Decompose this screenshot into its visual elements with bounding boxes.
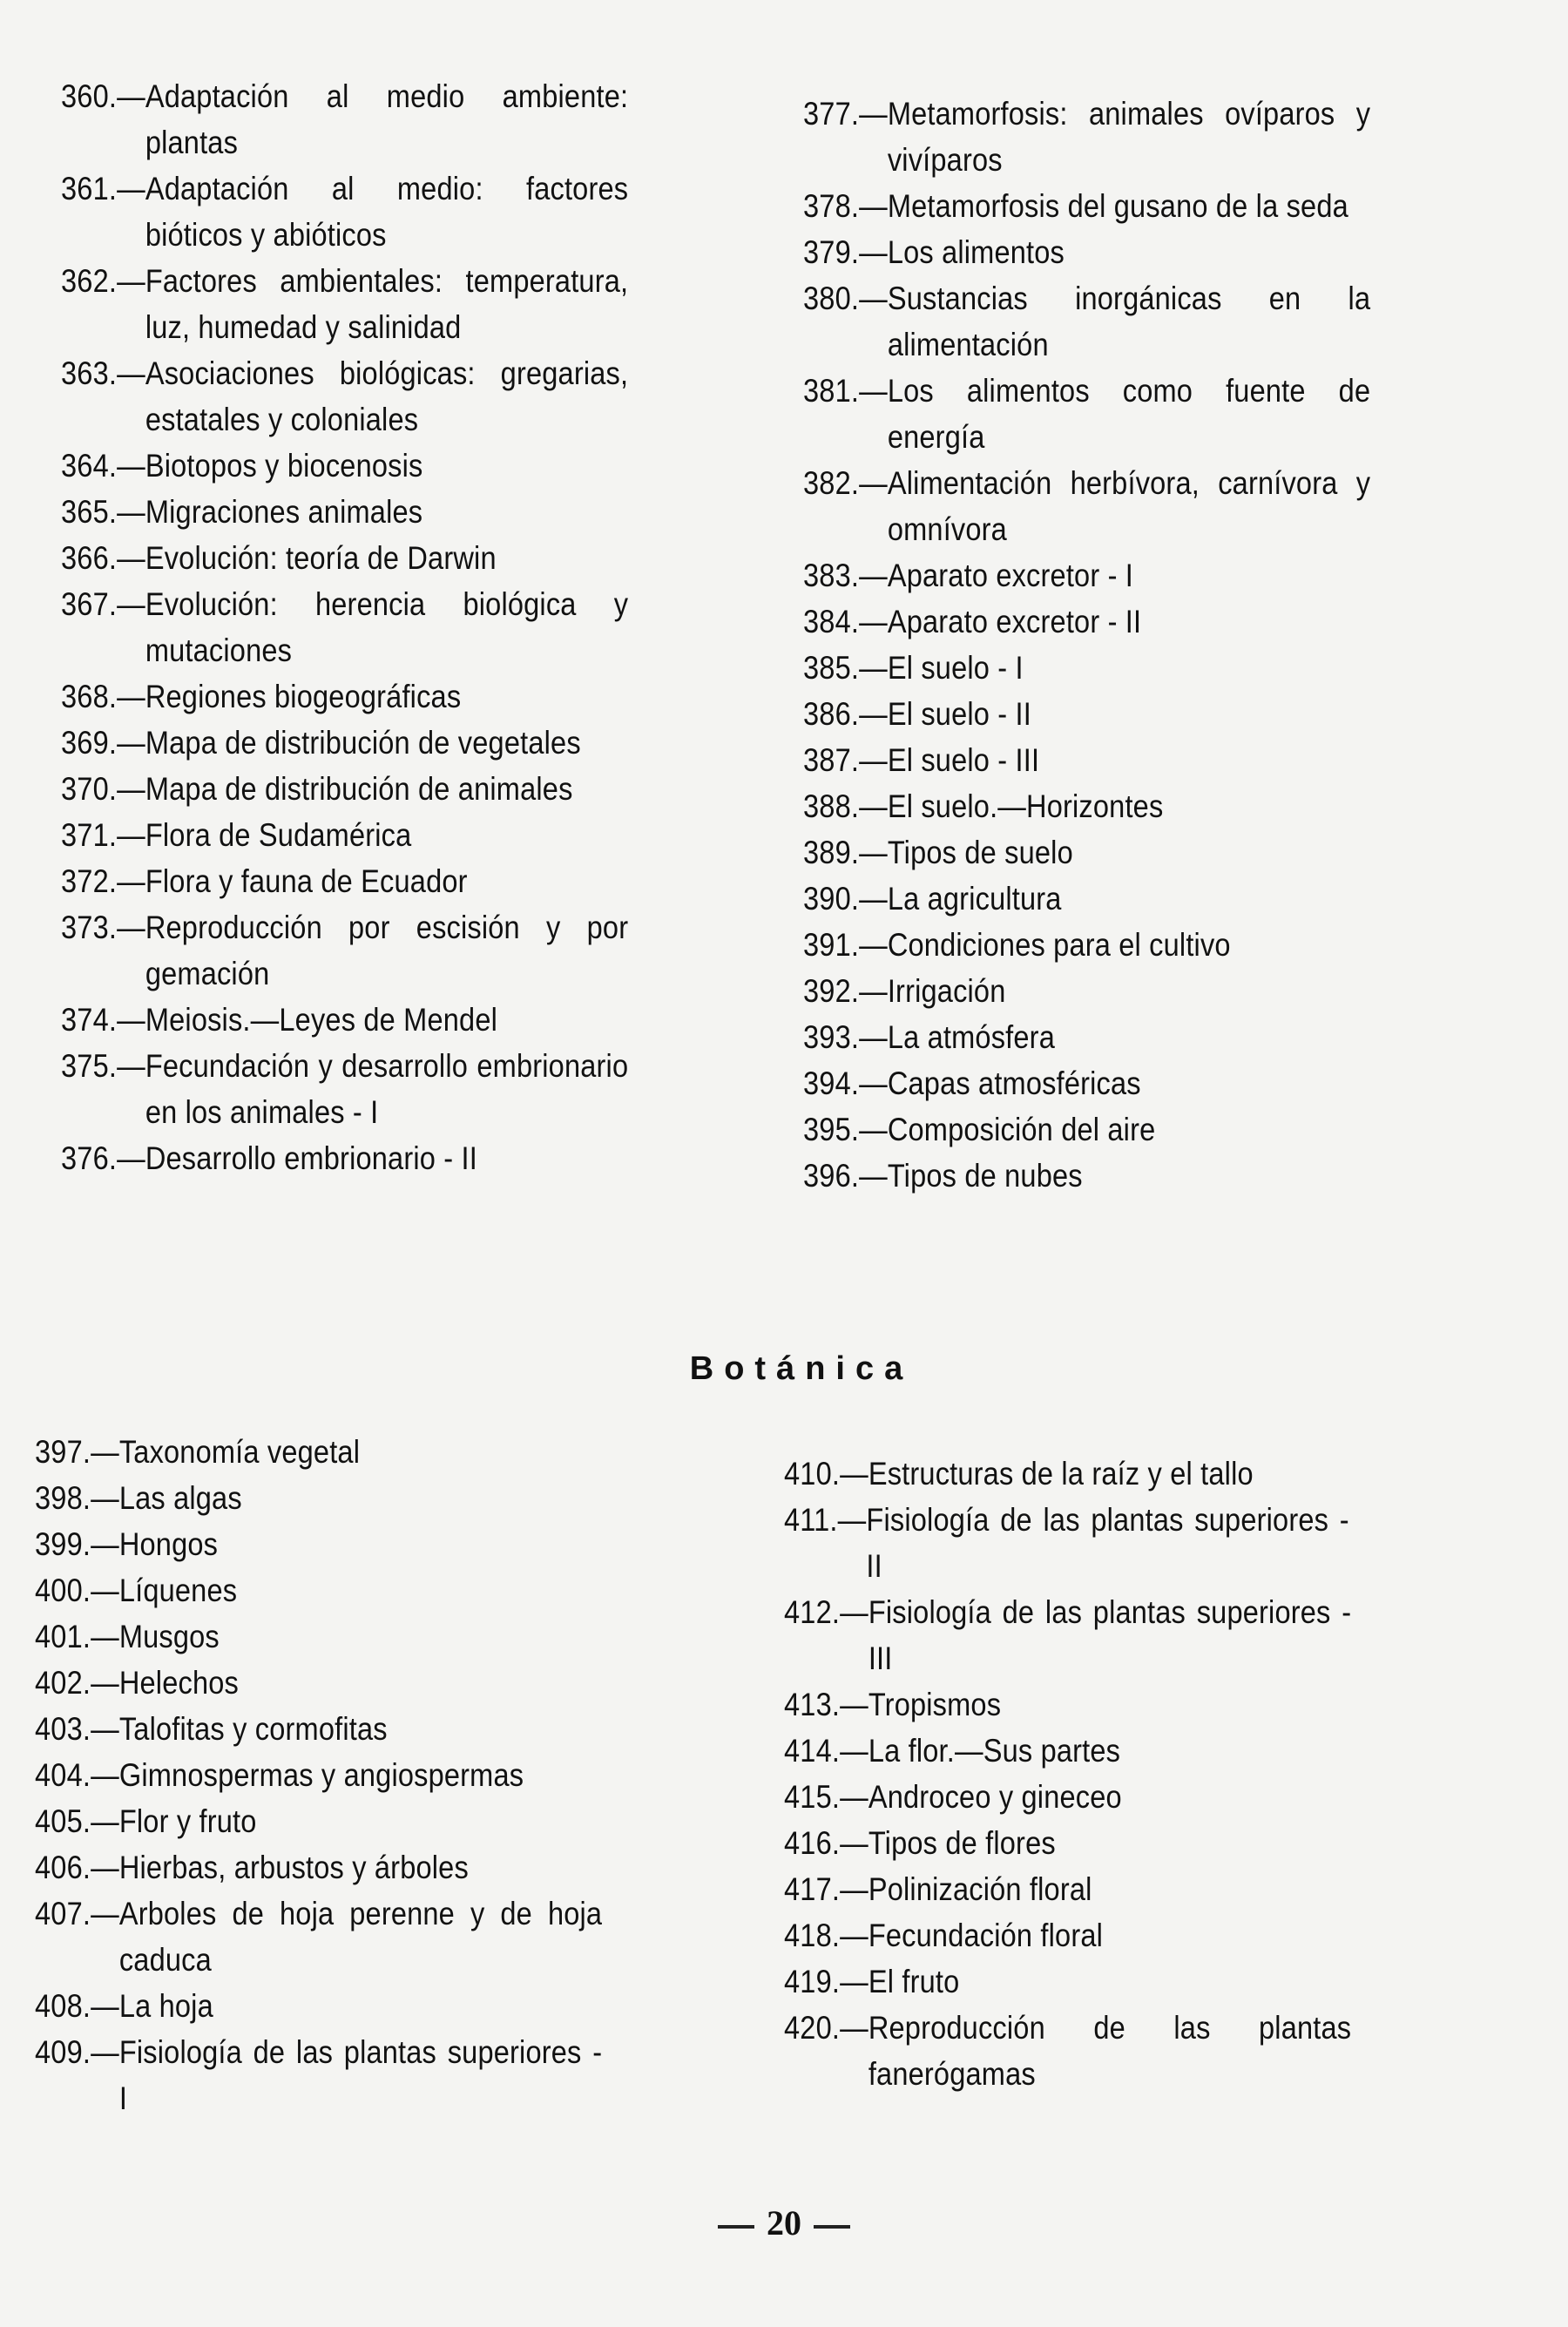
- entry-text: El fruto: [868, 1964, 960, 1999]
- entry-number: 362.: [61, 263, 118, 299]
- list-item: [61, 443, 751, 489]
- entry-text: Fisiología de las plantas superiores - III: [868, 1594, 1352, 1676]
- entry-dash: —: [859, 96, 888, 132]
- entry-dash: —: [859, 1158, 888, 1194]
- entry-text: Fecundación floral: [868, 1918, 1104, 1953]
- entry-number: 412.: [784, 1594, 841, 1630]
- entry-dash: —: [117, 725, 145, 761]
- list-item: [784, 1681, 1474, 1728]
- list-item: [803, 1014, 1493, 1060]
- list-item: [803, 1153, 1493, 1199]
- list-item: [803, 552, 1493, 599]
- entry-text: Alimentación herbívora, carnívora y omnívora: [887, 465, 1371, 547]
- entry-dash: —: [840, 2010, 868, 2046]
- entry-text: Los alimentos: [887, 234, 1065, 270]
- entry-text: Desarrollo embrionario - II: [145, 1140, 477, 1176]
- list-item: [61, 858, 751, 904]
- entry-number: 382.: [803, 465, 860, 501]
- entry-dash: —: [91, 1526, 119, 1562]
- list-item: [803, 599, 1493, 645]
- entry-list-right-top: [803, 91, 1500, 1199]
- entry-dash: —: [840, 1918, 868, 1953]
- entry-dash: —: [117, 494, 145, 530]
- entry-dash: —: [117, 817, 145, 853]
- entry-number: 420.: [784, 2010, 841, 2046]
- list-item: [784, 1958, 1474, 2005]
- page-number: [0, 2202, 1568, 2243]
- entry-text: Reproducción de las plantas fanerógamas: [868, 2010, 1352, 2092]
- entry-number: 419.: [784, 1964, 841, 1999]
- list-item: [784, 2005, 1474, 2097]
- entry-text: El suelo - II: [887, 696, 1031, 732]
- entry-text: La hoja: [118, 1988, 213, 2024]
- entry-dash: —: [859, 281, 888, 316]
- entry-text: Irrigación: [887, 973, 1006, 1009]
- entry-dash: —: [117, 679, 145, 714]
- entry-number: 367.: [61, 586, 118, 622]
- list-item: [784, 1820, 1474, 1866]
- entry-number: 411.: [784, 1502, 838, 1538]
- entry-number: 388.: [803, 788, 860, 824]
- entry-text: La flor.—Sus partes: [868, 1733, 1121, 1769]
- entry-text: Tipos de nubes: [887, 1158, 1083, 1194]
- entry-dash: —: [91, 1711, 119, 1747]
- list-item: [35, 1844, 725, 1891]
- entry-dash: —: [91, 1896, 119, 1931]
- entry-text: El suelo.—Horizontes: [887, 788, 1164, 824]
- entry-number: 398.: [35, 1480, 91, 1516]
- entry-text: Líquenes: [118, 1573, 238, 1608]
- entry-text: Capas atmosféricas: [887, 1065, 1141, 1101]
- entry-text: Tipos de flores: [868, 1825, 1056, 1861]
- list-item: [61, 489, 751, 535]
- entry-number: 395.: [803, 1112, 860, 1147]
- list-item: [803, 968, 1493, 1014]
- entry-number: 390.: [803, 881, 860, 917]
- entry-dash: —: [117, 355, 145, 391]
- entry-dash: —: [91, 1803, 119, 1839]
- entry-number: 372.: [61, 863, 118, 899]
- list-item: [35, 1798, 725, 1844]
- entry-number: 374.: [61, 1002, 118, 1038]
- entry-dash: —: [859, 927, 888, 963]
- entry-dash: —: [859, 742, 888, 778]
- entry-text: Metamorfosis del gusano de la seda: [887, 188, 1348, 224]
- entry-text: Evolución: herencia biológica y mutaciones: [145, 586, 629, 668]
- entry-dash: —: [91, 1850, 119, 1885]
- list-item: [61, 1135, 751, 1181]
- entry-text: Adaptación al medio: factores bióticos y abióticos: [145, 171, 629, 253]
- entry-dash: —: [91, 1434, 119, 1470]
- list-item: [35, 1475, 725, 1521]
- entry-number: 385.: [803, 650, 860, 686]
- entry-dash: —: [840, 1456, 868, 1492]
- entry-dash: —: [117, 78, 145, 114]
- entry-dash: —: [91, 1480, 119, 1516]
- entry-dash: —: [840, 1964, 868, 1999]
- entry-number: 384.: [803, 604, 860, 639]
- entry-number: 406.: [35, 1850, 91, 1885]
- entry-number: 365.: [61, 494, 118, 530]
- entry-text: Hongos: [118, 1526, 219, 1562]
- list-item: [61, 258, 751, 350]
- entry-dash: —: [859, 881, 888, 917]
- entry-number: 396.: [803, 1158, 860, 1194]
- list-item: [35, 1891, 725, 1983]
- entry-text: Polinización floral: [868, 1871, 1092, 1907]
- entry-dash: —: [117, 771, 145, 807]
- entry-text: Factores ambientales: temperatura, luz, humedad y salinidad: [145, 263, 629, 345]
- list-item: [61, 166, 751, 258]
- entry-dash: —: [117, 1002, 145, 1038]
- entry-number: 393.: [803, 1019, 860, 1055]
- entry-dash: —: [91, 1573, 119, 1608]
- entry-number: 375.: [61, 1048, 118, 1084]
- entry-text: Flora de Sudamérica: [145, 817, 412, 853]
- entry-text: El suelo - I: [887, 650, 1024, 686]
- entry-dash: —: [117, 910, 145, 945]
- page-number-value: 20: [767, 2203, 801, 2242]
- entry-text: Aparato excretor - I: [887, 558, 1134, 593]
- list-item: [35, 1567, 725, 1613]
- entry-text: Tipos de suelo: [887, 835, 1073, 870]
- entry-list-left-top: [61, 73, 758, 1181]
- page-number-rule-left: [718, 2225, 754, 2229]
- entry-text: Flor y fruto: [118, 1803, 257, 1839]
- entry-text: Fecundación y desarrollo embrionario en los animales - I: [145, 1048, 629, 1130]
- entry-number: 389.: [803, 835, 860, 870]
- list-item: [61, 350, 751, 443]
- list-item: [61, 720, 751, 766]
- entry-number: 381.: [803, 373, 860, 409]
- entry-text: Sustancias inorgánicas en la alimentación: [887, 281, 1371, 362]
- entry-dash: —: [91, 2034, 119, 2070]
- list-item: [784, 1912, 1474, 1958]
- entry-dash: —: [91, 1988, 119, 2024]
- entry-number: 407.: [35, 1896, 91, 1931]
- entry-dash: —: [840, 1825, 868, 1861]
- entry-dash: —: [117, 540, 145, 576]
- list-item: [61, 73, 751, 166]
- entry-dash: —: [859, 188, 888, 224]
- entry-number: 418.: [784, 1918, 841, 1953]
- entry-text: Talofitas y cormofitas: [118, 1711, 388, 1747]
- entry-number: 386.: [803, 696, 860, 732]
- entry-number: 413.: [784, 1687, 841, 1722]
- list-item: [784, 1451, 1474, 1497]
- entry-text: Mapa de distribución de vegetales: [145, 725, 581, 761]
- entry-number: 392.: [803, 973, 860, 1009]
- list-item: [61, 766, 751, 812]
- entry-text: Aparato excretor - II: [887, 604, 1142, 639]
- list-item: [61, 1043, 751, 1135]
- entry-number: 403.: [35, 1711, 91, 1747]
- entry-text: Meiosis.—Leyes de Mendel: [145, 1002, 498, 1038]
- entry-number: 391.: [803, 927, 860, 963]
- entry-text: Los alimentos como fuente de energía: [887, 373, 1371, 455]
- list-item: [803, 368, 1493, 460]
- entry-text: La agricultura: [887, 881, 1062, 917]
- list-item: [35, 1983, 725, 2029]
- list-item: [803, 1106, 1493, 1153]
- list-item: [803, 737, 1493, 783]
- list-item: [803, 275, 1493, 368]
- entry-text: Reproducción por escisión y por gemación: [145, 910, 629, 991]
- entry-dash: —: [859, 835, 888, 870]
- entry-dash: —: [859, 650, 888, 686]
- entry-number: 383.: [803, 558, 860, 593]
- list-item: [61, 997, 751, 1043]
- entry-text: Metamorfosis: animales ovíparos y vivíparos: [887, 96, 1371, 178]
- entry-number: 402.: [35, 1665, 91, 1701]
- entry-dash: —: [117, 448, 145, 484]
- page-number-rule-right: [814, 2225, 850, 2229]
- list-item: [784, 1589, 1474, 1681]
- section-title-botanica: Botánica: [689, 1350, 914, 1387]
- entry-text: Composición del aire: [887, 1112, 1156, 1147]
- entry-number: 416.: [784, 1825, 841, 1861]
- entry-text: Tropismos: [868, 1687, 1002, 1722]
- list-item: [35, 1521, 725, 1567]
- entry-dash: —: [859, 465, 888, 501]
- entry-dash: —: [859, 788, 888, 824]
- entry-text: Hierbas, arbustos y árboles: [118, 1850, 469, 1885]
- list-item: [784, 1774, 1474, 1820]
- entry-number: 401.: [35, 1619, 91, 1654]
- list-item: [784, 1497, 1474, 1589]
- entry-number: 370.: [61, 771, 118, 807]
- entry-text: Mapa de distribución de animales: [145, 771, 573, 807]
- entry-dash: —: [117, 586, 145, 622]
- list-item: [61, 904, 751, 997]
- entry-number: 378.: [803, 188, 860, 224]
- entry-dash: —: [840, 1594, 868, 1630]
- entry-number: 379.: [803, 234, 860, 270]
- entry-text: Adaptación al medio ambiente: plantas: [145, 78, 629, 160]
- entry-dash: —: [859, 1065, 888, 1101]
- entry-text: La atmósfera: [887, 1019, 1055, 1055]
- entry-number: 373.: [61, 910, 118, 945]
- entry-number: 368.: [61, 679, 118, 714]
- entry-text: Arboles de hoja perenne y de hoja caduca: [118, 1896, 603, 1978]
- entry-dash: —: [859, 696, 888, 732]
- entry-number: 414.: [784, 1733, 841, 1769]
- entry-number: 397.: [35, 1434, 91, 1470]
- entry-dash: —: [859, 1019, 888, 1055]
- entry-dash: —: [117, 1048, 145, 1084]
- entry-dash: —: [117, 1140, 145, 1176]
- entry-number: 400.: [35, 1573, 91, 1608]
- list-item: [35, 1706, 725, 1752]
- entry-number: 394.: [803, 1065, 860, 1101]
- entry-text: Asociaciones biológicas: gregarias, estatales y coloniales: [145, 355, 629, 437]
- entry-text: Fisiología de las plantas superiores - I: [118, 2034, 603, 2116]
- list-item: [803, 783, 1493, 829]
- entry-number: 408.: [35, 1988, 91, 2024]
- entry-text: Fisiología de las plantas superiores - II: [866, 1502, 1349, 1584]
- list-item: [35, 1429, 725, 1475]
- entry-number: 380.: [803, 281, 860, 316]
- entry-dash: —: [859, 373, 888, 409]
- entry-number: 376.: [61, 1140, 118, 1176]
- entry-dash: —: [837, 1502, 867, 1538]
- entry-text: Migraciones animales: [145, 494, 423, 530]
- entry-number: 387.: [803, 742, 860, 778]
- entry-number: 360.: [61, 78, 118, 114]
- entry-text: Estructuras de la raíz y el tallo: [868, 1456, 1254, 1492]
- entry-list-right-botanica: [784, 1451, 1481, 2097]
- list-item: [61, 535, 751, 581]
- entry-dash: —: [859, 234, 888, 270]
- entry-text: Evolución: teoría de Darwin: [145, 540, 497, 576]
- entry-text: Biotopos y biocenosis: [145, 448, 423, 484]
- list-item: [803, 829, 1493, 876]
- entry-number: 409.: [35, 2034, 91, 2070]
- entry-dash: —: [117, 863, 145, 899]
- entry-text: Musgos: [118, 1619, 220, 1654]
- entry-list-left-botanica: [35, 1429, 732, 2121]
- entry-text: El suelo - III: [887, 742, 1040, 778]
- list-item: [803, 229, 1493, 275]
- list-item: [803, 91, 1493, 183]
- entry-number: 417.: [784, 1871, 841, 1907]
- entry-text: Flora y fauna de Ecuador: [145, 863, 468, 899]
- entry-text: Androceo y gineceo: [868, 1779, 1122, 1815]
- entry-dash: —: [117, 171, 145, 206]
- entry-dash: —: [840, 1871, 868, 1907]
- entry-text: Las algas: [118, 1480, 242, 1516]
- entry-text: Helechos: [118, 1665, 239, 1701]
- entry-number: 364.: [61, 448, 118, 484]
- list-item: [803, 460, 1493, 552]
- list-item: [784, 1866, 1474, 1912]
- entry-dash: —: [840, 1779, 868, 1815]
- entry-number: 363.: [61, 355, 118, 391]
- entry-number: 361.: [61, 171, 118, 206]
- list-item: [35, 2029, 725, 2121]
- entry-text: Regiones biogeográficas: [145, 679, 462, 714]
- list-item: [35, 1660, 725, 1706]
- entry-dash: —: [859, 1112, 888, 1147]
- entry-number: 410.: [784, 1456, 841, 1492]
- list-item: [803, 691, 1493, 737]
- list-item: [784, 1728, 1474, 1774]
- entry-dash: —: [91, 1757, 119, 1793]
- entry-dash: —: [91, 1665, 119, 1701]
- entry-number: 399.: [35, 1526, 91, 1562]
- entry-dash: —: [117, 263, 145, 299]
- list-item: [803, 645, 1493, 691]
- list-item: [803, 183, 1493, 229]
- list-item: [35, 1613, 725, 1660]
- entry-text: Gimnospermas y angiospermas: [118, 1757, 524, 1793]
- entry-number: 371.: [61, 817, 118, 853]
- entry-number: 404.: [35, 1757, 91, 1793]
- list-item: [35, 1752, 725, 1798]
- entry-number: 415.: [784, 1779, 841, 1815]
- list-item: [803, 876, 1493, 922]
- list-item: [61, 673, 751, 720]
- entry-dash: —: [840, 1687, 868, 1722]
- entry-dash: —: [859, 604, 888, 639]
- entry-number: 369.: [61, 725, 118, 761]
- entry-dash: —: [840, 1733, 868, 1769]
- list-item: [61, 581, 751, 673]
- entry-number: 377.: [803, 96, 860, 132]
- entry-dash: —: [859, 973, 888, 1009]
- list-item: [803, 1060, 1493, 1106]
- entry-dash: —: [91, 1619, 119, 1654]
- entry-text: Condiciones para el cultivo: [887, 927, 1231, 963]
- entry-text: Taxonomía vegetal: [118, 1434, 361, 1470]
- entry-dash: —: [859, 558, 888, 593]
- entry-number: 405.: [35, 1803, 91, 1839]
- list-item: [803, 922, 1493, 968]
- entry-number: 366.: [61, 540, 118, 576]
- list-item: [61, 812, 751, 858]
